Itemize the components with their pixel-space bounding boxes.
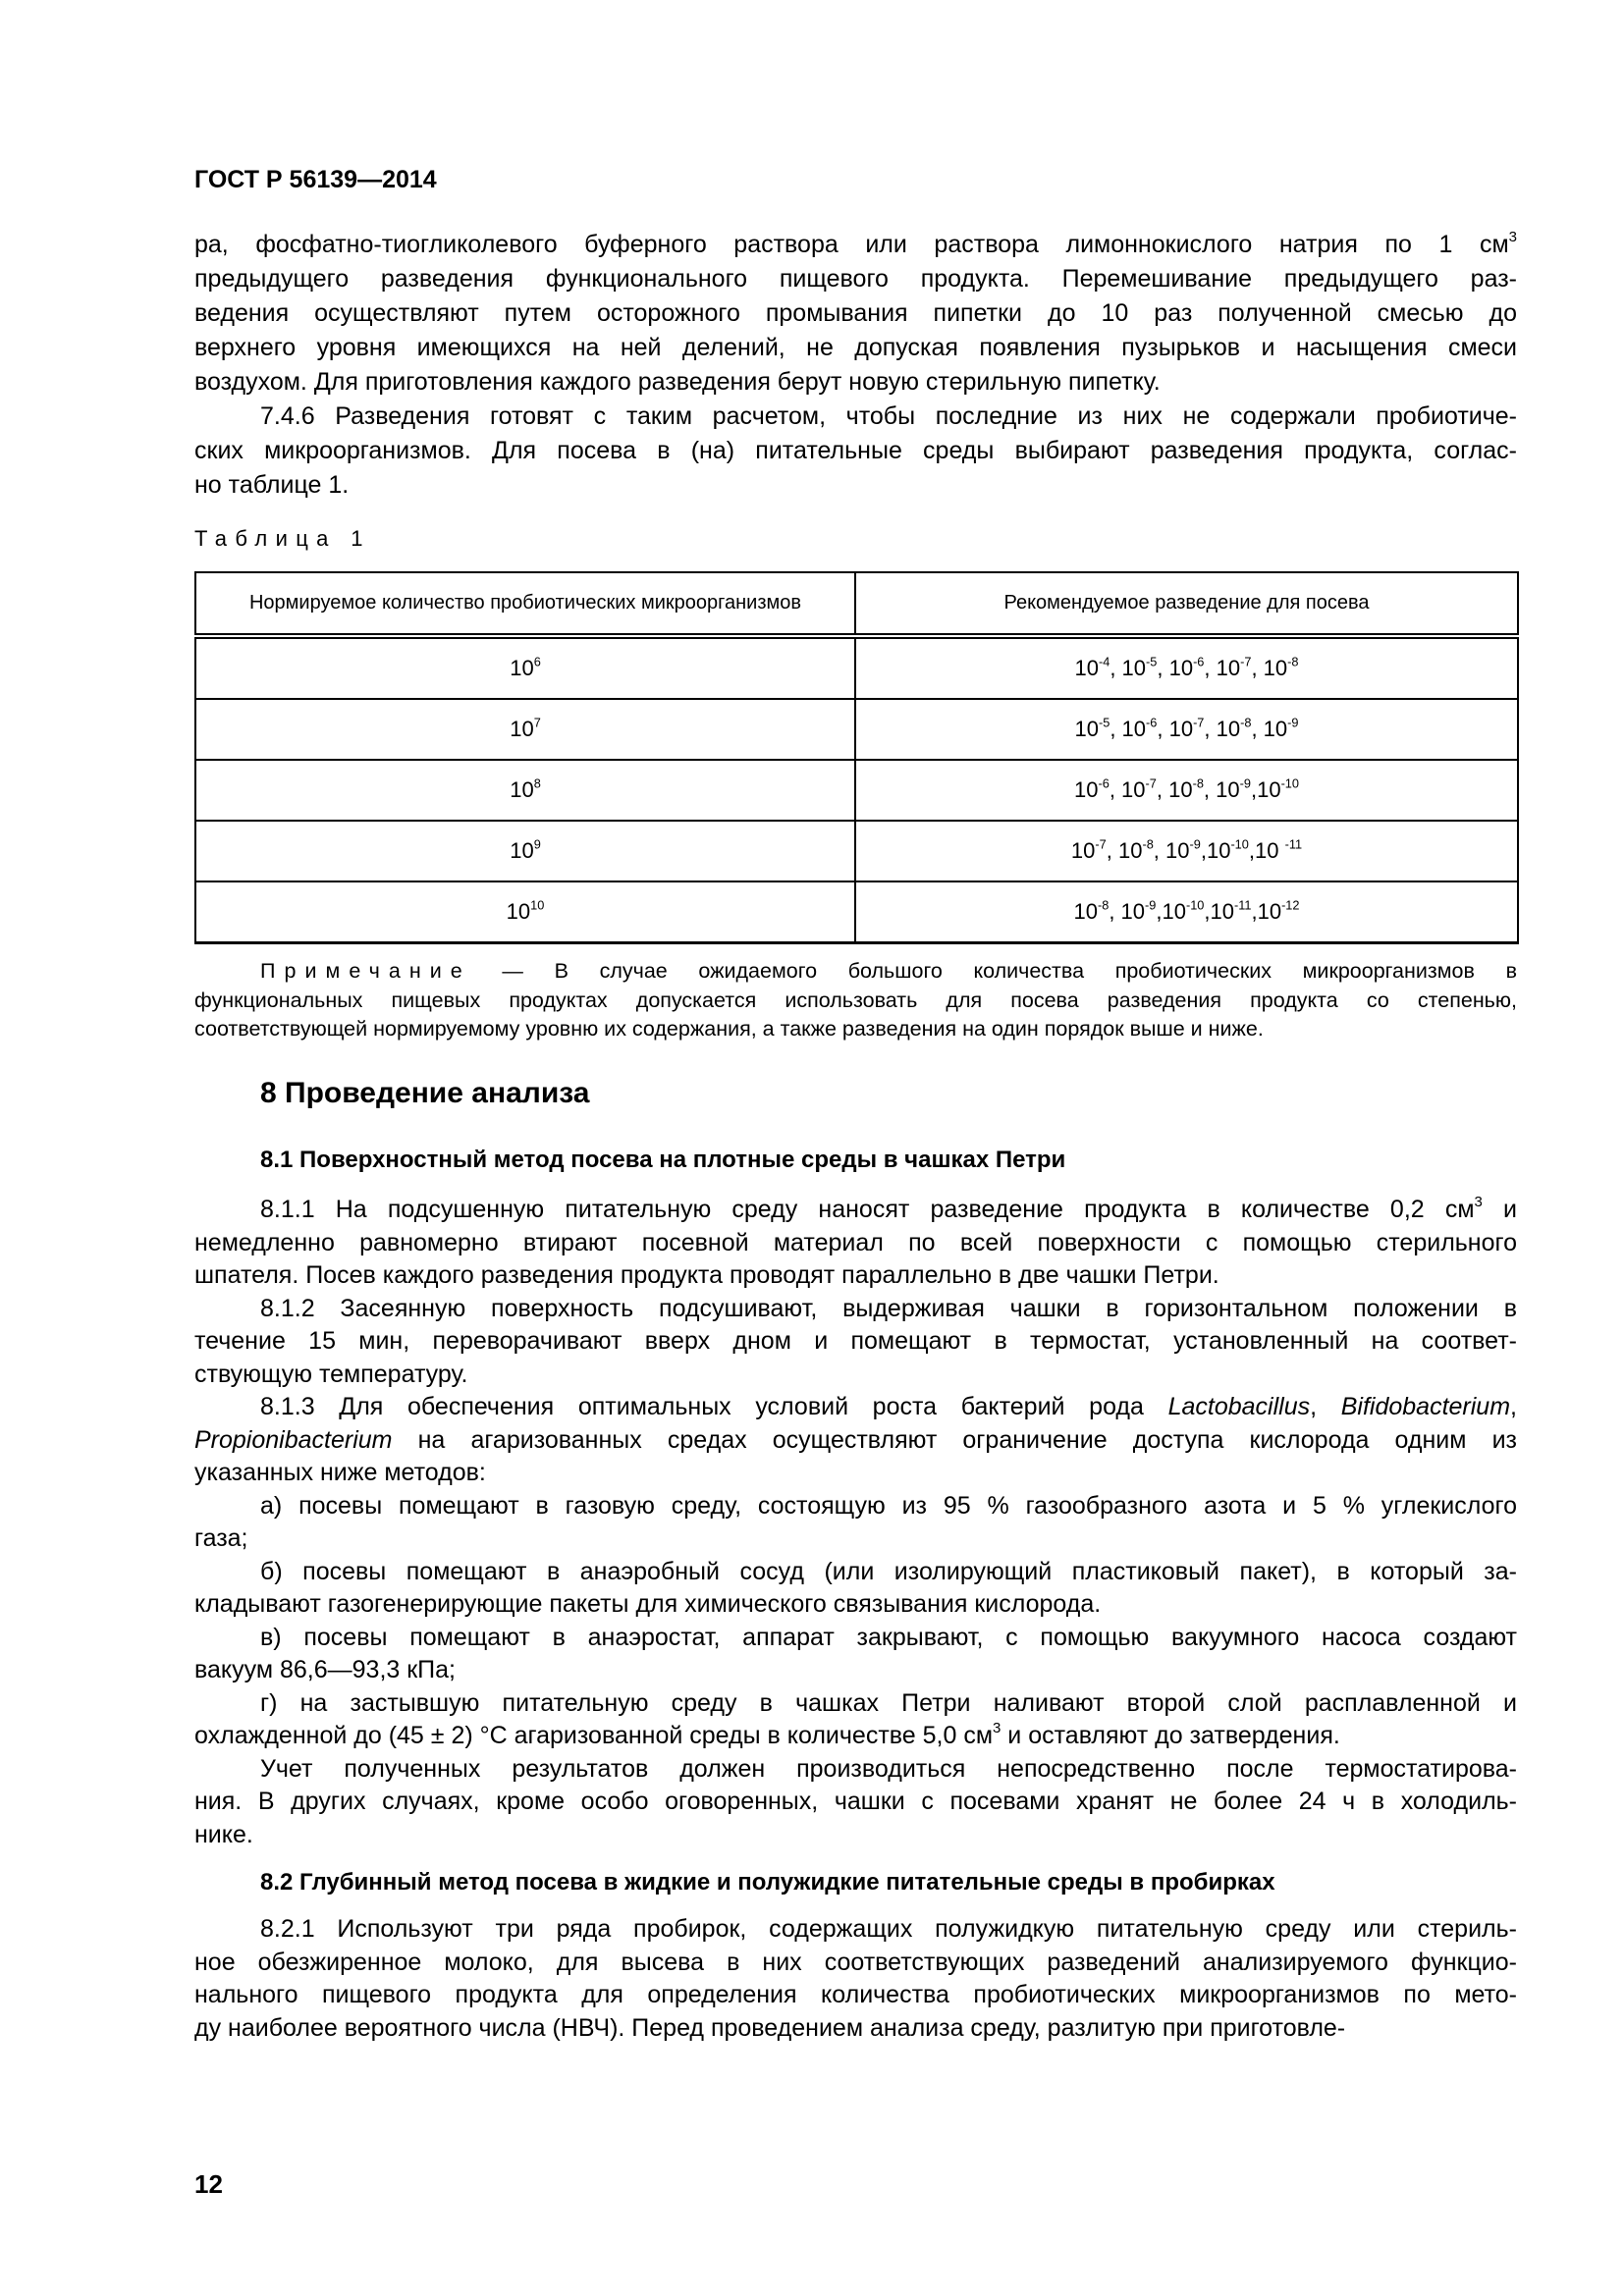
text-line — [194, 1687, 1517, 1721]
table-row — [195, 699, 1518, 760]
subsection-heading: 8.2 Глубинный метод посева в жидкие и полужидкие питательные среды в пробирках — [260, 1869, 1275, 1896]
text-line — [194, 262, 1517, 296]
text-run: течение 15 мин, переворачивают вверх дном и помещают в термостат, установленный на соответ- — [194, 1327, 1517, 1355]
superscript: -9 — [1239, 775, 1251, 791]
text-line — [194, 1293, 1517, 1326]
text-line — [194, 1391, 1517, 1424]
superscript: -4 — [1098, 654, 1110, 669]
superscript: -5 — [1098, 715, 1110, 730]
text-line — [194, 1819, 1517, 1852]
text-line — [194, 1753, 1517, 1787]
text-run: 10 — [510, 717, 534, 741]
text-line — [194, 1457, 1517, 1490]
cell-normed-quantity — [195, 760, 855, 821]
paragraph — [194, 228, 1517, 400]
superscript: -12 — [1281, 897, 1300, 913]
text-line — [194, 987, 1517, 1016]
text-run: ствующую температуру. — [194, 1360, 468, 1388]
text-run: , 10 — [1110, 717, 1147, 741]
superscript: -8 — [1142, 836, 1154, 852]
superscript: 6 — [533, 654, 541, 669]
text-line — [194, 468, 1517, 503]
text-run: ских микроорганизмов. Для посева в (на) питательные среды выбирают разведения продукта, соглас- — [194, 437, 1517, 464]
superscript: -10 — [1230, 836, 1249, 852]
text-run: 10 — [506, 899, 531, 924]
text-run: ,10 — [1250, 777, 1281, 802]
superscript: -10 — [1185, 897, 1205, 913]
paragraph — [194, 1490, 1517, 1556]
superscript: 10 — [530, 897, 545, 913]
text-line — [194, 1259, 1517, 1293]
text-run: а) посевы помещают в газовую среду, состоящую из 95 % газообразного азота и 5 % углекислого — [260, 1491, 1517, 1520]
text-line — [194, 1325, 1517, 1359]
text-run: функциональных пищевых продуктах допускается использовать для посева разведения продукта со степенью, — [194, 988, 1517, 1012]
text-run: ,10 — [1251, 899, 1282, 924]
text-run: ,10 — [1248, 838, 1285, 863]
text-run: в) посевы помещают в анаэростат, аппарат закрывают, с помощью вакуумного насоса создают — [260, 1623, 1517, 1651]
column-header-norm: Нормируемое количество пробиотических микроорганизмов — [195, 572, 855, 636]
superscript: -11 — [1284, 836, 1303, 852]
italic-term: Lactobacillus — [1167, 1393, 1311, 1420]
cell-recommended-dilution — [855, 881, 1518, 943]
paragraph — [194, 1194, 1517, 1293]
superscript: -8 — [1240, 715, 1252, 730]
dilution-table — [194, 571, 1519, 944]
superscript: -9 — [1287, 715, 1299, 730]
text-line — [194, 1913, 1517, 1947]
text-run: 7.4.6 Разведения готовят с таким расчетом, чтобы последние из них не содержали пробиотиче- — [260, 402, 1517, 430]
text-line — [194, 1786, 1517, 1819]
text-run: кладывают газогенерирующие пакеты для химического связывания кислорода. — [194, 1590, 1102, 1618]
text-run: , 10 — [1156, 777, 1193, 802]
text-run: ное обезжиренное молоко, для высева в них соответствующих разведений анализируемого функцио- — [194, 1948, 1517, 1976]
text-line — [194, 1359, 1517, 1392]
text-run: 8.2.1 Используют три ряда пробирок, содержащих полужидкую питательную среду или стериль- — [260, 1915, 1517, 1943]
table-caption: Таблица 1 — [194, 526, 371, 551]
paragraph — [194, 1293, 1517, 1392]
paragraph — [194, 1556, 1517, 1622]
text-run: 10 — [1074, 717, 1099, 741]
paragraph — [194, 1391, 1517, 1490]
text-run: соответствующей нормируемому уровню их содержания, а также разведения на один порядок выше и ниже. — [194, 1017, 1264, 1041]
column-header-dilution: Рекомендуемое разведение для посева — [855, 572, 1518, 636]
superscript: -9 — [1189, 836, 1201, 852]
text-region-8-1 — [194, 1194, 1517, 1851]
superscript: -8 — [1287, 654, 1299, 669]
cell-normed-quantity — [195, 881, 855, 943]
cell-normed-quantity — [195, 821, 855, 881]
document-header: ГОСТ Р 56139—2014 — [194, 166, 437, 193]
text-run: , 10 — [1109, 899, 1146, 924]
superscript: 3 — [993, 1719, 1001, 1736]
superscript: -6 — [1098, 775, 1110, 791]
text-run: 10 — [1070, 838, 1096, 863]
text-line — [194, 2012, 1517, 2046]
text-line — [194, 1588, 1517, 1622]
text-run: , 10 — [1109, 777, 1146, 802]
superscript: 9 — [533, 836, 541, 852]
text-run: , 10 — [1204, 717, 1241, 741]
subsection-heading: 8.1 Поверхностный метод посева на плотные среды в чашках Петри — [260, 1147, 1066, 1173]
text-run: — В случае ожидаемого большого количества пробиотических микроорганизмов в — [470, 959, 1517, 983]
text-run: , 10 — [1203, 777, 1240, 802]
text-run: ния. В других случаях, кроме особо оговоренных, чашки с посевами хранят не более 24 ч в холодиль- — [194, 1788, 1517, 1815]
text-line — [194, 1227, 1517, 1260]
text-run: ,10 — [1204, 899, 1234, 924]
text-line — [194, 1556, 1517, 1589]
table-row — [195, 636, 1518, 699]
text-run: нального пищевого продукта для определения количества пробиотических микроорганизмов по мето- — [194, 1981, 1517, 2009]
text-run: газа; — [194, 1524, 248, 1552]
text-run: 8.1.3 Для обеспечения оптимальных условий роста бактерий рода — [260, 1393, 1168, 1420]
text-run: , 10 — [1153, 838, 1190, 863]
text-run: , — [1510, 1393, 1517, 1420]
text-run: ра, фосфатно-тиогликолевого буферного раствора или раствора лимоннокислого натрия по 1 см — [194, 231, 1509, 258]
text-run: ведения осуществляют путем осторожного промывания пипетки до 10 раз полученной смесью до — [194, 299, 1517, 327]
text-run: 10 — [510, 777, 534, 802]
text-run: , 10 — [1204, 656, 1241, 680]
superscript: -6 — [1146, 715, 1158, 730]
text-run: , 10 — [1110, 656, 1147, 680]
text-run: охлажденной до (45 ± 2) °С агаризованной среды в количестве 5,0 см — [194, 1722, 994, 1749]
text-run: немедленно равномерно втирают посевной материал по всей поверхности с помощью стерильного — [194, 1228, 1517, 1256]
text-line — [194, 296, 1517, 331]
superscript: -8 — [1192, 775, 1204, 791]
text-line — [194, 1194, 1517, 1227]
text-run: ,10 — [1156, 899, 1186, 924]
paragraph — [194, 957, 1517, 1044]
text-run: 10 — [1074, 777, 1099, 802]
text-line — [194, 434, 1517, 468]
superscript: -11 — [1233, 897, 1252, 913]
text-run: 8.1.2 Засеянную поверхность подсушивают, выдерживая чашки в горизонтальном положении в — [260, 1294, 1517, 1322]
text-run: ду наиболее вероятного числа (НВЧ). Перед проведением анализа среду, разлитую при приготовле- — [194, 2014, 1346, 2043]
text-run: , 10 — [1251, 717, 1288, 741]
text-run: 10 — [1074, 656, 1099, 680]
text-run: Учет полученных результатов должен производиться непосредственно после термостатирова- — [260, 1754, 1517, 1783]
text-run: , 10 — [1157, 656, 1194, 680]
table-note — [194, 957, 1517, 1044]
text-run: 8.1.1 На подсушенную питательную среду наносят разведение продукта в количестве 0,2 см — [260, 1196, 1475, 1223]
text-region-top — [194, 228, 1517, 503]
text-run: 10 — [1073, 899, 1098, 924]
text-line — [194, 1979, 1517, 2012]
text-run: б) посевы помещают в анаэробный сосуд (или изолирующий пластиковый пакет), в который за- — [260, 1557, 1517, 1585]
text-line — [194, 1720, 1517, 1753]
text-region-8-2 — [194, 1913, 1517, 2046]
text-run: верхнего уровня имеющихся на ней делений, не допуская появления пузырьков и насыщения смеси — [194, 334, 1517, 361]
superscript: -7 — [1240, 654, 1252, 669]
text-run: нике. — [194, 1820, 253, 1848]
superscript: 3 — [1508, 228, 1517, 245]
text-line — [194, 1622, 1517, 1655]
table-row — [195, 760, 1518, 821]
superscript: -7 — [1095, 836, 1107, 852]
superscript: -5 — [1146, 654, 1158, 669]
italic-term: Propionibacterium — [194, 1425, 393, 1454]
text-run: 10 — [510, 838, 534, 863]
text-run: и — [1482, 1196, 1517, 1223]
text-run: г) на застывшую питательную среду в чашках Петри наливают второй слой расплавленной и — [260, 1688, 1517, 1717]
text-line — [194, 365, 1517, 400]
page-number: 12 — [194, 2169, 223, 2199]
paragraph — [194, 1687, 1517, 1753]
superscript: -7 — [1193, 715, 1205, 730]
text-run: на агаризованных средах осуществляют ограничение доступа кислорода одним из — [392, 1425, 1517, 1454]
superscript: -9 — [1145, 897, 1157, 913]
table-header-row — [195, 572, 1518, 636]
text-run: , 10 — [1157, 717, 1194, 741]
text-line — [194, 1490, 1517, 1523]
note-label: Примечание — [260, 959, 471, 983]
text-run: воздухом. Для приготовления каждого разведения берут новую стерильную пипетку. — [194, 368, 1161, 396]
superscript: 8 — [533, 775, 541, 791]
paragraph — [194, 400, 1517, 503]
superscript: 3 — [1474, 1193, 1483, 1210]
table-row — [195, 881, 1518, 943]
text-run: указанных ниже методов: — [194, 1459, 486, 1486]
text-run: ,10 — [1200, 838, 1231, 863]
superscript: -7 — [1145, 775, 1157, 791]
text-line — [194, 1015, 1517, 1044]
text-run: шпателя. Посев каждого разведения продукта проводят параллельно в две чашки Петри. — [194, 1261, 1219, 1289]
cell-recommended-dilution — [855, 821, 1518, 881]
text-run: предыдущего разведения функционального пищевого продукта. Перемешивание предыдущего раз- — [194, 265, 1517, 293]
superscript: 7 — [533, 715, 541, 730]
paragraph — [194, 1753, 1517, 1852]
text-run: но таблице 1. — [194, 471, 350, 499]
text-run: вакуум 86,6—93,3 кПа; — [194, 1656, 456, 1683]
cell-normed-quantity — [195, 699, 855, 760]
paragraph — [194, 1622, 1517, 1687]
text-run: , — [1310, 1393, 1341, 1420]
text-line — [194, 1522, 1517, 1556]
text-line — [194, 957, 1517, 987]
text-run: и оставляют до затвердения. — [1001, 1722, 1340, 1749]
text-line — [194, 228, 1517, 262]
cell-recommended-dilution — [855, 636, 1518, 699]
superscript: -8 — [1097, 897, 1110, 913]
table-row — [195, 821, 1518, 881]
paragraph — [194, 1913, 1517, 2046]
cell-recommended-dilution — [855, 699, 1518, 760]
cell-normed-quantity — [195, 636, 855, 699]
text-run: , 10 — [1251, 656, 1288, 680]
text-line — [194, 400, 1517, 434]
italic-term: Bifidobacterium — [1340, 1393, 1511, 1420]
text-run: 10 — [510, 656, 534, 680]
text-run: , 10 — [1106, 838, 1143, 863]
text-line — [194, 1947, 1517, 1980]
section-heading: 8 Проведение анализа — [260, 1077, 590, 1109]
superscript: -6 — [1193, 654, 1205, 669]
text-line — [194, 331, 1517, 365]
text-line — [194, 1654, 1517, 1687]
superscript: -10 — [1280, 775, 1299, 791]
text-line — [194, 1424, 1517, 1458]
cell-recommended-dilution — [855, 760, 1518, 821]
